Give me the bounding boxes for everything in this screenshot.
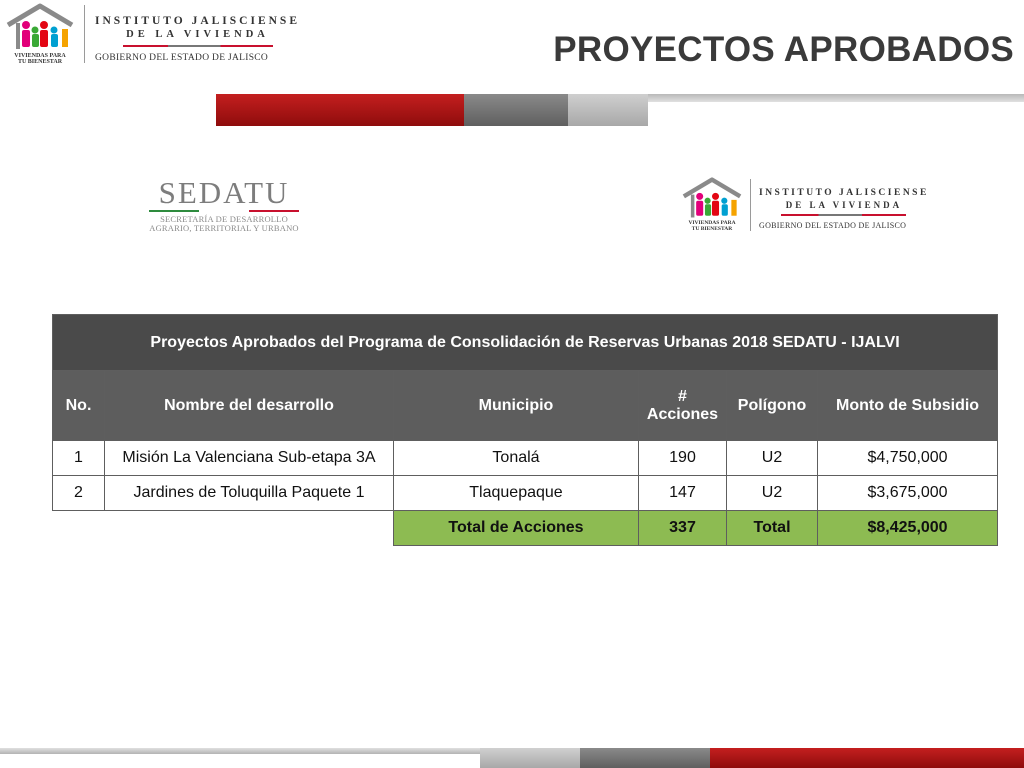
government-name: GOBIERNO DEL ESTADO DE JALISCO <box>95 53 269 63</box>
ijalvi-logo-body <box>680 177 929 233</box>
approved-projects-table <box>52 314 998 546</box>
logo-divider <box>84 5 85 63</box>
total-acciones-value: 337 <box>639 511 727 546</box>
column-header-no: No. <box>53 371 105 441</box>
logo-rule <box>781 214 906 216</box>
cell-acciones: 147 <box>639 476 727 511</box>
cell-nombre: Jardines de Toluquilla Paquete 1 <box>105 476 394 511</box>
decor-line-top <box>648 94 1024 102</box>
emblem-caption: VIVIENDAS PARA TU BIENESTAR <box>688 220 736 232</box>
decor-bar-lightgray-top <box>568 94 648 126</box>
table-caption: Proyectos Aprobados del Programa de Consolidación de Reservas Urbanas 2018 SEDATU - IJALVI <box>53 315 998 371</box>
ijalvi-wordmark <box>95 3 300 63</box>
table-caption-row <box>53 315 998 371</box>
column-header-poligono: Polígono <box>727 371 818 441</box>
total-monto-label: Total <box>727 511 818 546</box>
decor-bar-red-bottom <box>710 748 1024 768</box>
institute-name-line2: DE LA VIVIENDA <box>126 29 269 40</box>
logo-rule <box>123 45 273 47</box>
decor-bar-darkgray-bottom <box>580 748 710 768</box>
table-row <box>53 476 998 511</box>
cell-no: 1 <box>53 441 105 476</box>
cell-no: 2 <box>53 476 105 511</box>
institute-name-line1: INSTITUTO JALISCIENSE <box>95 15 300 27</box>
emblem-caption: VIVIENDAS PARA TU BIENESTAR <box>14 53 66 66</box>
decor-bar-lightgray-bottom <box>480 748 580 768</box>
total-acciones-label: Total de Acciones <box>394 511 639 546</box>
sedatu-flag-stripe <box>149 210 299 212</box>
ijalvi-house-emblem <box>4 3 76 67</box>
sedatu-subtitle-1: SECRETARÍA DE DESARROLLO <box>160 214 288 224</box>
cell-poligono: U2 <box>727 441 818 476</box>
institute-name-line2: DE LA VIVIENDA <box>785 200 903 210</box>
total-monto-value: $8,425,000 <box>818 511 998 546</box>
column-header-monto: Monto de Subsidio <box>818 371 998 441</box>
ijalvi-house-emblem <box>680 177 744 233</box>
page-title: PROYECTOS APROBADOS <box>553 30 1014 69</box>
cell-poligono: U2 <box>727 476 818 511</box>
cell-municipio: Tonalá <box>394 441 639 476</box>
sedatu-logo <box>136 175 312 233</box>
empty-cell <box>53 511 394 546</box>
house-family-icon <box>680 177 744 221</box>
institute-name-line1: INSTITUTO JALISCIENSE <box>759 188 929 198</box>
decor-bar-red-top <box>216 94 464 126</box>
cell-monto: $4,750,000 <box>818 441 998 476</box>
sedatu-name: SEDATU <box>158 175 290 210</box>
logo-divider <box>750 179 751 231</box>
sedatu-subtitle-2: AGRARIO, TERRITORIAL Y URBANO <box>149 223 299 233</box>
ijalvi-logo-header <box>4 3 300 67</box>
cell-acciones: 190 <box>639 441 727 476</box>
decor-bar-darkgray-top <box>464 94 568 126</box>
cell-municipio: Tlaquepaque <box>394 476 639 511</box>
column-header-nombre: Nombre del desarrollo <box>105 371 394 441</box>
cell-nombre: Misión La Valenciana Sub-etapa 3A <box>105 441 394 476</box>
government-name: GOBIERNO DEL ESTADO DE JALISCO <box>759 221 907 230</box>
ijalvi-wordmark <box>759 177 929 230</box>
cell-monto: $3,675,000 <box>818 476 998 511</box>
table-row <box>53 441 998 476</box>
column-header-municipio: Municipio <box>394 371 639 441</box>
table-totals-row <box>53 511 998 546</box>
house-family-icon <box>4 3 76 53</box>
column-header-acciones: # Acciones <box>639 371 727 441</box>
table-header-row <box>53 371 998 441</box>
decor-line-bottom <box>0 748 480 754</box>
